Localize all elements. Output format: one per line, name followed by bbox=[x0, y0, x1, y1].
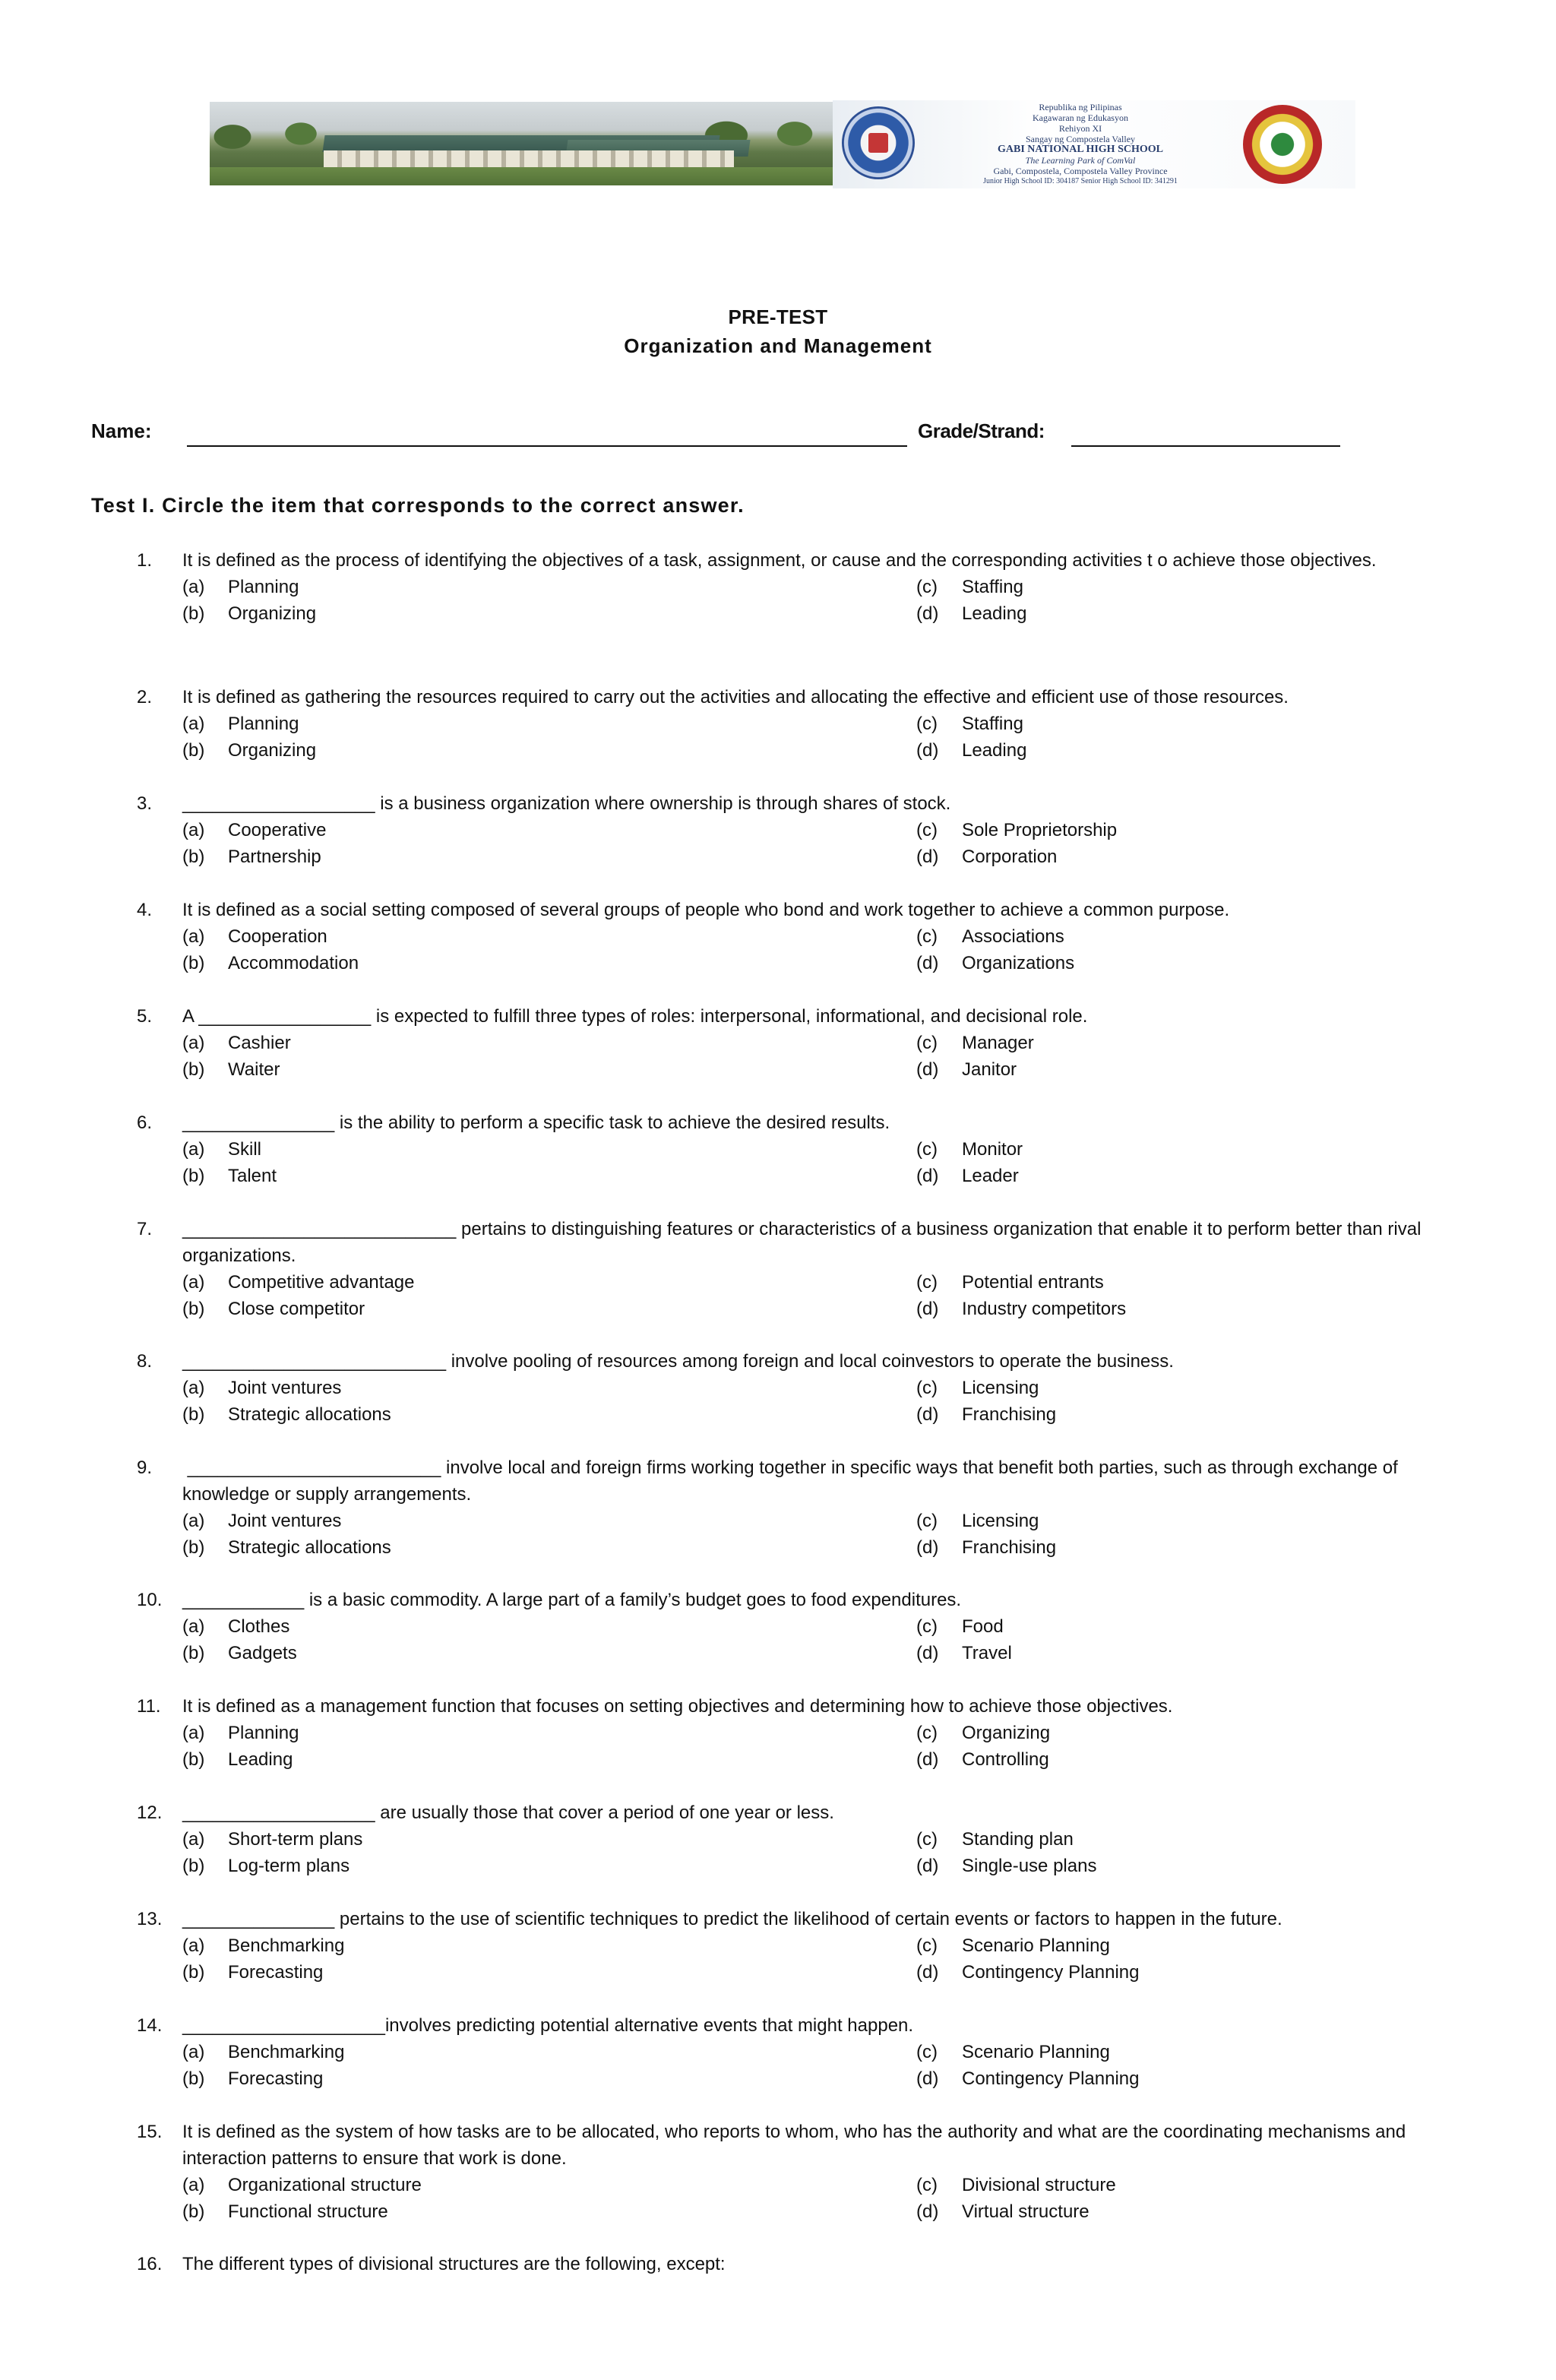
choice-letter: (c) bbox=[916, 1033, 938, 1053]
question-item bbox=[137, 1003, 1459, 1083]
school-banner bbox=[210, 100, 1355, 188]
question-item bbox=[137, 1348, 1459, 1428]
question-text: _________________________ involve local and foreign firms working together in specific ways that benefit both parties, such as through exchange of knowledge or supply arrangements. bbox=[182, 1457, 1403, 1505]
choice-letter: (c) bbox=[916, 1723, 938, 1743]
choice-label: Leading bbox=[962, 603, 1027, 624]
choice-label: Virtual structure bbox=[962, 2201, 1090, 2222]
choice-label: Cashier bbox=[228, 1033, 291, 1053]
answer-options bbox=[182, 1508, 1459, 1561]
choice-label: Staffing bbox=[962, 714, 1023, 734]
answer-choice[interactable] bbox=[916, 2065, 1140, 2092]
choice-label: Forecasting bbox=[228, 1962, 324, 1983]
question-number: 1. bbox=[137, 550, 153, 571]
choice-label: Scenario Planning bbox=[962, 2042, 1110, 2062]
choice-letter: (a) bbox=[182, 1139, 205, 1160]
answer-choice[interactable] bbox=[916, 1269, 1104, 1296]
question-text: ____________________involves predicting potential alternative events that might happen. bbox=[182, 2015, 914, 2036]
choice-letter: (a) bbox=[182, 1935, 205, 1956]
question-item bbox=[137, 2012, 1459, 2092]
choice-letter: (d) bbox=[916, 1643, 939, 1663]
answer-choice[interactable] bbox=[182, 1853, 349, 1879]
choice-label: Controlling bbox=[962, 1749, 1049, 1770]
answer-choice[interactable] bbox=[916, 574, 1023, 600]
question-text: ___________________ is a business organization where ownership is through shares of stock. bbox=[182, 793, 951, 814]
choice-letter: (a) bbox=[182, 1272, 205, 1293]
answer-choice[interactable] bbox=[916, 1296, 1126, 1322]
question-text: ___________________________ pertains to distinguishing features or characteristics of a business organization that enable it to perform better than rival organizations. bbox=[182, 1219, 1427, 1266]
choice-label: Corporation bbox=[962, 847, 1058, 867]
question-item bbox=[137, 684, 1459, 764]
choice-label: Log-term plans bbox=[228, 1856, 350, 1876]
question-item bbox=[137, 897, 1459, 976]
choice-letter: (c) bbox=[916, 1616, 938, 1637]
choice-letter: (b) bbox=[182, 1856, 205, 1876]
choice-label: Single-use plans bbox=[962, 1856, 1097, 1876]
banner-school-info bbox=[921, 102, 1240, 187]
answer-options bbox=[182, 711, 1459, 764]
school-building-photo bbox=[210, 102, 833, 185]
answer-options bbox=[182, 1932, 1459, 1986]
question-item bbox=[137, 1587, 1459, 1666]
answer-choice[interactable] bbox=[182, 600, 316, 627]
answer-choice[interactable] bbox=[916, 950, 1074, 976]
answer-choice[interactable] bbox=[182, 1401, 391, 1428]
question-text: It is defined as the process of identifying the objectives of a task, assignment, or cause and the corresponding activities t o achieve those objectives. bbox=[182, 550, 1377, 571]
choice-letter: (d) bbox=[916, 1059, 939, 1080]
answer-choice[interactable] bbox=[182, 923, 327, 950]
choice-letter: (a) bbox=[182, 1511, 205, 1531]
grade-strand-field[interactable] bbox=[1071, 445, 1340, 447]
question-item bbox=[137, 2119, 1459, 2225]
choice-label: Planning bbox=[228, 714, 299, 734]
school-seal-icon bbox=[1243, 105, 1322, 184]
answer-options bbox=[182, 1613, 1459, 1666]
grade-strand-label: Grade/Strand: bbox=[918, 419, 1045, 442]
banner-line: Rehiyon XI bbox=[1058, 123, 1102, 134]
choice-label: Contingency Planning bbox=[962, 1962, 1140, 1983]
answer-choice[interactable] bbox=[916, 817, 1117, 843]
choice-letter: (d) bbox=[916, 1166, 939, 1186]
answer-choice[interactable] bbox=[916, 1720, 1050, 1746]
choice-label: Divisional structure bbox=[962, 2175, 1116, 2195]
answer-choice[interactable] bbox=[182, 1932, 344, 1959]
choice-label: Travel bbox=[962, 1643, 1012, 1663]
choice-label: Joint ventures bbox=[228, 1378, 342, 1398]
choice-letter: (b) bbox=[182, 1299, 205, 1319]
choice-letter: (a) bbox=[182, 926, 205, 947]
choice-label: Strategic allocations bbox=[228, 1404, 391, 1425]
choice-label: Waiter bbox=[228, 1059, 280, 1080]
answer-choice[interactable] bbox=[916, 1375, 1039, 1401]
choice-label: Talent bbox=[228, 1166, 277, 1186]
question-item bbox=[137, 547, 1459, 627]
question-text: _______________ pertains to the use of scientific techniques to predict the likelihood of certain events or factors to happen in the future. bbox=[182, 1909, 1282, 1929]
choice-letter: (b) bbox=[182, 740, 205, 761]
question-text: A _________________ is expected to fulfill three types of roles: interpersonal, informational, and decisional role. bbox=[182, 1006, 1088, 1027]
answer-choice[interactable] bbox=[182, 2172, 422, 2198]
choice-letter: (c) bbox=[916, 926, 938, 947]
answer-choice[interactable] bbox=[182, 1613, 289, 1640]
choice-letter: (a) bbox=[182, 1616, 205, 1637]
choice-label: Joint ventures bbox=[228, 1511, 342, 1531]
banner-school-name: GABI NATIONAL HIGH SCHOOL bbox=[998, 144, 1163, 155]
question-text: ____________ is a basic commodity. A large part of a family’s budget goes to food expenditures. bbox=[182, 1590, 962, 1610]
choice-letter: (d) bbox=[916, 2068, 939, 2089]
answer-choice[interactable] bbox=[182, 950, 359, 976]
question-number: 9. bbox=[137, 1457, 153, 1478]
choice-label: Leader bbox=[962, 1166, 1019, 1186]
choice-label: Organizing bbox=[962, 1723, 1051, 1743]
answer-options bbox=[182, 1269, 1459, 1322]
choice-label: Clothes bbox=[228, 1616, 290, 1637]
choice-letter: (d) bbox=[916, 953, 939, 973]
choice-letter: (c) bbox=[916, 1935, 938, 1956]
question-number: 3. bbox=[137, 793, 153, 814]
answer-choice[interactable] bbox=[182, 817, 326, 843]
answer-choice[interactable] bbox=[916, 2039, 1110, 2065]
choice-label: Sole Proprietorship bbox=[962, 820, 1118, 840]
answer-choice[interactable] bbox=[916, 2172, 1116, 2198]
answer-choice[interactable] bbox=[916, 1640, 1012, 1666]
choice-label: Benchmarking bbox=[228, 2042, 345, 2062]
answer-choice[interactable] bbox=[916, 1613, 1004, 1640]
choice-letter: (d) bbox=[916, 1404, 939, 1425]
choice-label: Organizational structure bbox=[228, 2175, 422, 2195]
choice-label: Janitor bbox=[962, 1059, 1017, 1080]
banner-address: Gabi, Compostela, Compostela Valley Province bbox=[993, 166, 1168, 176]
choice-label: Organizations bbox=[962, 953, 1075, 973]
banner-line: Republika ng Pilipinas bbox=[1039, 102, 1122, 112]
question-number: 12. bbox=[137, 1802, 163, 1823]
choice-letter: (b) bbox=[182, 1537, 205, 1558]
choice-label: Potential entrants bbox=[962, 1272, 1104, 1293]
choice-label: Partnership bbox=[228, 847, 321, 867]
choice-label: Functional structure bbox=[228, 2201, 388, 2222]
answer-choice[interactable] bbox=[182, 1534, 391, 1561]
banner-line: Sangay ng Compostela Valley bbox=[1025, 134, 1136, 144]
answer-choice[interactable] bbox=[182, 1959, 323, 1986]
choice-label: Franchising bbox=[962, 1537, 1057, 1558]
choice-letter: (c) bbox=[916, 577, 938, 597]
choice-label: Monitor bbox=[962, 1139, 1023, 1160]
answer-choice[interactable] bbox=[916, 1826, 1074, 1853]
choice-letter: (d) bbox=[916, 1962, 939, 1983]
answer-options bbox=[182, 817, 1459, 870]
answer-choice[interactable] bbox=[916, 711, 1023, 737]
choice-letter: (b) bbox=[182, 1059, 205, 1080]
banner-motto: The Learning Park of ComVal bbox=[1025, 155, 1136, 166]
choice-letter: (b) bbox=[182, 1404, 205, 1425]
answer-options bbox=[182, 2172, 1459, 2225]
page-subtitle: Organization and Management bbox=[624, 334, 932, 357]
question-item bbox=[137, 1906, 1459, 1986]
answer-choice[interactable] bbox=[182, 2039, 344, 2065]
answer-choice[interactable] bbox=[182, 1746, 293, 1773]
choice-label: Cooperation bbox=[228, 926, 327, 947]
choice-letter: (c) bbox=[916, 1139, 938, 1160]
answer-choice[interactable] bbox=[916, 1959, 1140, 1986]
choice-letter: (d) bbox=[916, 2201, 939, 2222]
answer-options bbox=[182, 1720, 1459, 1773]
choice-label: Organizing bbox=[228, 740, 317, 761]
choice-letter: (b) bbox=[182, 1962, 205, 1983]
question-number: 14. bbox=[137, 2015, 163, 2036]
question-text: ___________________ are usually those that cover a period of one year or less. bbox=[182, 1802, 834, 1823]
question-text: It is defined as a social setting composed of several groups of people who bond and work together to achieve a common purpose. bbox=[182, 900, 1230, 920]
choice-letter: (c) bbox=[916, 714, 938, 734]
choice-letter: (b) bbox=[182, 2201, 205, 2222]
question-number: 13. bbox=[137, 1909, 163, 1929]
answer-choice[interactable] bbox=[182, 1720, 299, 1746]
answer-choice[interactable] bbox=[916, 1163, 1019, 1189]
choice-label: Franchising bbox=[962, 1404, 1057, 1425]
choice-letter: (a) bbox=[182, 1033, 205, 1053]
choice-label: Short-term plans bbox=[228, 1829, 363, 1850]
question-text: It is defined as gathering the resources required to carry out the activities and allocating the effective and efficient use of those resources. bbox=[182, 687, 1289, 707]
answer-choice[interactable] bbox=[916, 843, 1057, 870]
question-number: 15. bbox=[137, 2122, 163, 2142]
choice-letter: (b) bbox=[182, 1166, 205, 1186]
question-item bbox=[137, 1109, 1459, 1189]
choice-letter: (b) bbox=[182, 603, 205, 624]
answer-choice[interactable] bbox=[182, 574, 299, 600]
choice-label: Planning bbox=[228, 577, 299, 597]
choice-label: Leading bbox=[962, 740, 1027, 761]
answer-choice[interactable] bbox=[916, 2198, 1090, 2225]
question-item bbox=[137, 1216, 1459, 1322]
choice-letter: (a) bbox=[182, 2042, 205, 2062]
question-number: 16. bbox=[137, 2254, 163, 2274]
answer-choice[interactable] bbox=[182, 1375, 341, 1401]
choice-label: Cooperative bbox=[228, 820, 327, 840]
question-item bbox=[137, 2251, 1459, 2277]
choice-label: Manager bbox=[962, 1033, 1034, 1053]
choice-label: Leading bbox=[228, 1749, 293, 1770]
choice-letter: (b) bbox=[182, 847, 205, 867]
answer-choice[interactable] bbox=[182, 737, 316, 764]
answer-choice[interactable] bbox=[182, 843, 321, 870]
choice-label: Forecasting bbox=[228, 2068, 324, 2089]
banner-line: Kagawaran ng Edukasyon bbox=[1033, 112, 1128, 123]
question-number: 4. bbox=[137, 900, 153, 920]
choice-letter: (c) bbox=[916, 1511, 938, 1531]
choice-letter: (d) bbox=[916, 1749, 939, 1770]
answer-choice[interactable] bbox=[182, 1296, 365, 1322]
answer-choice[interactable] bbox=[182, 1640, 297, 1666]
answer-choice[interactable] bbox=[916, 1401, 1056, 1428]
deped-seal-icon bbox=[842, 106, 915, 179]
choice-letter: (a) bbox=[182, 577, 205, 597]
choice-letter: (b) bbox=[182, 953, 205, 973]
choice-label: Staffing bbox=[962, 577, 1023, 597]
answer-choice[interactable] bbox=[182, 1056, 280, 1083]
answer-options bbox=[182, 1030, 1459, 1083]
choice-letter: (d) bbox=[916, 1856, 939, 1876]
answer-choice[interactable] bbox=[182, 711, 299, 737]
choice-letter: (d) bbox=[916, 1299, 939, 1319]
choice-label: Planning bbox=[228, 1723, 299, 1743]
choice-label: Skill bbox=[228, 1139, 262, 1160]
choice-label: Competitive advantage bbox=[228, 1272, 415, 1293]
choice-letter: (a) bbox=[182, 2175, 205, 2195]
answer-choice[interactable] bbox=[916, 1136, 1023, 1163]
choice-label: Licensing bbox=[962, 1511, 1039, 1531]
name-label: Name: bbox=[91, 419, 152, 442]
choice-letter: (a) bbox=[182, 1829, 205, 1850]
choice-letter: (d) bbox=[916, 847, 939, 867]
answer-options bbox=[182, 1136, 1459, 1189]
question-item bbox=[137, 1799, 1459, 1879]
choice-label: Standing plan bbox=[962, 1829, 1074, 1850]
answer-choice[interactable] bbox=[916, 600, 1026, 627]
choice-label: Licensing bbox=[962, 1378, 1039, 1398]
page-title: PRE-TEST bbox=[728, 305, 828, 328]
choice-letter: (d) bbox=[916, 1537, 939, 1558]
question-text: It is defined as a management function that focuses on setting objectives and determining how to achieve those objectives. bbox=[182, 1696, 1173, 1717]
choice-letter: (c) bbox=[916, 820, 938, 840]
answer-choice[interactable] bbox=[182, 1136, 261, 1163]
question-item bbox=[137, 790, 1459, 870]
choice-letter: (d) bbox=[916, 603, 939, 624]
answer-choice[interactable] bbox=[916, 1508, 1039, 1534]
question-number: 2. bbox=[137, 687, 153, 707]
choice-label: Benchmarking bbox=[228, 1935, 345, 1956]
name-field[interactable] bbox=[187, 445, 907, 447]
choice-letter: (c) bbox=[916, 1272, 938, 1293]
answer-choice[interactable] bbox=[916, 1030, 1034, 1056]
banner-school-ids: Junior High School ID: 304187 Senior High School ID: 341291 bbox=[983, 177, 1178, 185]
choice-label: Contingency Planning bbox=[962, 2068, 1140, 2089]
question-text: __________________________ involve pooling of resources among foreign and local coinvestors to operate the business. bbox=[182, 1351, 1174, 1372]
choice-label: Accommodation bbox=[228, 953, 359, 973]
answer-choice[interactable] bbox=[916, 923, 1064, 950]
question-item bbox=[137, 1454, 1459, 1561]
choice-letter: (c) bbox=[916, 1829, 938, 1850]
answer-choice[interactable] bbox=[182, 1508, 341, 1534]
choice-label: Close competitor bbox=[228, 1299, 365, 1319]
question-number: 6. bbox=[137, 1112, 153, 1133]
answer-choice[interactable] bbox=[916, 1534, 1056, 1561]
answer-options bbox=[182, 1375, 1459, 1428]
answer-choice[interactable] bbox=[182, 2065, 323, 2092]
question-number: 7. bbox=[137, 1219, 153, 1239]
choice-letter: (c) bbox=[916, 1378, 938, 1398]
choice-letter: (a) bbox=[182, 1378, 205, 1398]
choice-label: Strategic allocations bbox=[228, 1537, 391, 1558]
choice-letter: (c) bbox=[916, 2042, 938, 2062]
choice-letter: (b) bbox=[182, 1749, 205, 1770]
answer-choice[interactable] bbox=[916, 737, 1026, 764]
choice-letter: (d) bbox=[916, 740, 939, 761]
answer-choice[interactable] bbox=[916, 1746, 1049, 1773]
choice-letter: (a) bbox=[182, 820, 205, 840]
choice-letter: (a) bbox=[182, 714, 205, 734]
question-item bbox=[137, 1693, 1459, 1773]
choice-letter: (b) bbox=[182, 1643, 205, 1663]
choice-letter: (b) bbox=[182, 2068, 205, 2089]
question-text: It is defined as the system of how tasks are to be allocated, who reports to whom, who has the authority and what are the coordinating mechanisms and interaction patterns to ensure that work is done. bbox=[182, 2122, 1411, 2169]
answer-choice[interactable] bbox=[182, 1030, 291, 1056]
answer-choice[interactable] bbox=[182, 1826, 362, 1853]
answer-choice[interactable] bbox=[182, 1269, 414, 1296]
answer-options bbox=[182, 574, 1459, 627]
question-text: The different types of divisional structures are the following, except: bbox=[182, 2254, 726, 2274]
test-instructions: Test I. Circle the item that corresponds to the correct answer. bbox=[91, 494, 745, 517]
choice-label: Scenario Planning bbox=[962, 1935, 1110, 1956]
answer-choice[interactable] bbox=[916, 1056, 1017, 1083]
question-number: 10. bbox=[137, 1590, 163, 1610]
choice-label: Gadgets bbox=[228, 1643, 297, 1663]
answer-choice[interactable] bbox=[916, 1853, 1096, 1879]
answer-choice[interactable] bbox=[916, 1932, 1110, 1959]
answer-choice[interactable] bbox=[182, 1163, 277, 1189]
answer-options bbox=[182, 2039, 1459, 2092]
question-number: 11. bbox=[137, 1696, 161, 1717]
choice-label: Organizing bbox=[228, 603, 317, 624]
choice-label: Associations bbox=[962, 926, 1064, 947]
question-number: 8. bbox=[137, 1351, 153, 1372]
choice-letter: (a) bbox=[182, 1723, 205, 1743]
question-number: 5. bbox=[137, 1006, 153, 1027]
choice-letter: (c) bbox=[916, 2175, 938, 2195]
answer-choice[interactable] bbox=[182, 2198, 388, 2225]
answer-options bbox=[182, 1826, 1459, 1879]
question-text: _______________ is the ability to perform a specific task to achieve the desired results. bbox=[182, 1112, 890, 1133]
choice-label: Industry competitors bbox=[962, 1299, 1127, 1319]
answer-options bbox=[182, 923, 1459, 976]
choice-label: Food bbox=[962, 1616, 1004, 1637]
